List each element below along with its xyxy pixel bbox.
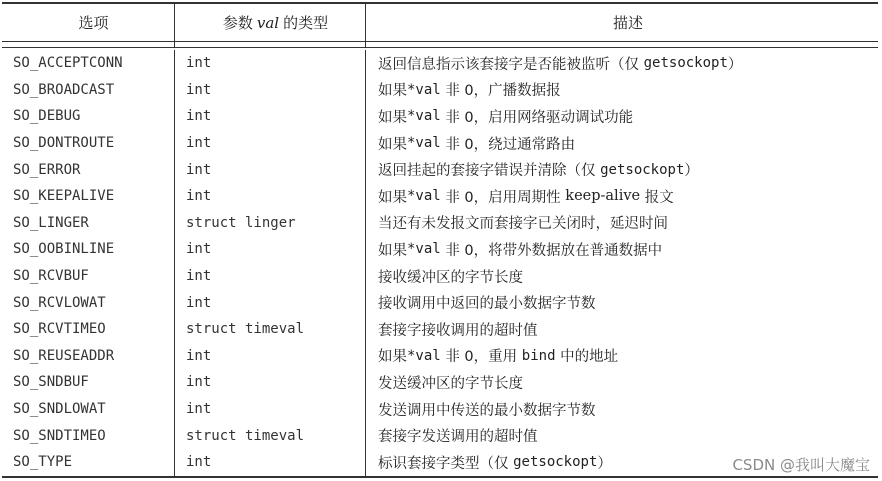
description-segment: 接收调用中返回的最小数据字节数 [378,296,596,313]
description-segment: 中的地址 [555,349,619,366]
option-name: SO_ERROR [2,156,175,183]
description-segment: 非 0，将带外数据放在普通数据中 [440,242,663,259]
option-description [366,236,878,263]
description-segment: 非 0，绕过通常路由 [440,136,576,153]
option-description [366,422,878,449]
description-segment: 发送调用中传送的最小数据字节数 [378,402,596,419]
option-description [366,263,878,290]
table-row [2,422,878,449]
header-option [2,4,175,41]
option-type: int [175,396,366,423]
description-segment: 如果 [378,189,407,206]
option-type: int [175,77,366,104]
description-segment: 如果 [378,83,407,100]
table-row [2,316,878,343]
option-type: int [175,236,366,263]
table-row [2,263,878,290]
option-type: struct timeval [175,316,366,343]
option-description [366,316,878,343]
table-row [2,183,878,210]
header-val-type [175,4,366,41]
option-description [366,210,878,237]
option-name: SO_KEEPALIVE [2,183,175,210]
option-type: int [175,449,366,476]
table-row [2,77,878,104]
option-name: SO_DONTROUTE [2,130,175,157]
header-val-type-italic: val [256,13,280,32]
description-segment: ） [727,56,743,73]
option-description [366,183,878,210]
description-segment: 非 0，重用 [440,349,522,366]
table-row [2,289,878,316]
option-description [366,396,878,423]
table-row [2,396,878,423]
table-row [2,210,878,237]
option-description [366,50,878,77]
option-type: int [175,263,366,290]
option-type: int [175,103,366,130]
option-name: SO_OOBINLINE [2,236,175,263]
header-val-type-prefix: 参数 [222,14,253,32]
option-name: SO_SNDLOWAT [2,396,175,423]
option-name: SO_RCVBUF [2,263,175,290]
description-segment: getsockopt [513,454,598,471]
description-segment: 接收缓冲区的字节长度 [378,269,523,286]
header-description [366,4,878,41]
description-segment: 套接字接收调用的超时值 [378,322,538,339]
description-segment: 返回挂起的套接字错误并清除（仅 [378,163,601,180]
description-segment: keep-alive [565,188,641,205]
option-name: SO_LINGER [2,210,175,237]
description-segment: *val [407,135,441,152]
option-type: struct linger [175,210,366,237]
option-type: int [175,183,366,210]
description-segment: 返回信息指示该套接字是否能被监听（仅 [378,56,644,73]
table-row [2,236,878,263]
option-description [366,77,878,104]
option-description [366,369,878,396]
option-type: int [175,130,366,157]
option-name: SO_RCVTIMEO [2,316,175,343]
table-header-row [2,4,878,42]
option-type: struct timeval [175,422,366,449]
option-description [366,130,878,157]
description-segment: *val [407,188,441,205]
description-segment: 非 0，启用网络驱动调试功能 [440,109,634,126]
description-segment: 如果 [378,136,407,153]
socket-options-table [2,2,878,478]
description-segment: 如果 [378,242,407,259]
option-name: SO_ACCEPTCONN [2,50,175,77]
option-name: SO_SNDBUF [2,369,175,396]
header-val-type-suffix: 的类型 [283,14,329,32]
header-option-label: 选项 [78,14,109,32]
description-segment: 如果 [378,109,407,126]
description-segment: ） [597,455,612,472]
description-segment: 当还有未发报文而套接字已关闭时，延迟时间 [378,216,668,233]
option-type: int [175,50,366,77]
watermark: CSDN @我叫大魔宝 [732,456,870,474]
header-description-label: 描述 [612,14,643,32]
description-segment: *val [407,241,441,258]
option-type: int [175,289,366,316]
table-row [2,343,878,370]
table-row [2,156,878,183]
table-row [2,130,878,157]
option-type: int [175,369,366,396]
option-description [366,156,878,183]
gap-cell-1 [2,42,175,47]
description-segment: *val [407,81,441,98]
option-description [366,103,878,130]
description-segment: ） [684,163,699,180]
description-segment: 非 0，启用周期性 [440,189,566,206]
option-name: SO_TYPE [2,449,175,476]
description-segment: getsockopt [600,161,685,178]
table-body [2,48,878,476]
description-segment: *val [407,347,441,364]
description-segment: getsockopt [643,55,728,72]
description-segment: 报文 [640,189,674,206]
gap-cell-3 [366,42,878,47]
table-row [2,369,878,396]
description-segment: *val [407,108,441,125]
option-name: SO_RCVLOWAT [2,289,175,316]
description-segment: 非 0，广播数据报 [440,83,561,100]
description-segment: 套接字发送调用的超时值 [378,429,538,446]
option-name: SO_SNDTIMEO [2,422,175,449]
option-type: int [175,156,366,183]
option-type: int [175,343,366,370]
option-name: SO_BROADCAST [2,77,175,104]
option-description [366,343,878,370]
table-row [2,50,878,77]
description-segment: bind [521,347,556,364]
option-name: SO_DEBUG [2,103,175,130]
description-segment: 如果 [378,349,407,366]
description-segment: 标识套接字类型（仅 [378,455,514,472]
gap-cell-2 [175,42,366,47]
option-name: SO_REUSEADDR [2,343,175,370]
option-description [366,289,878,316]
table-row [2,103,878,130]
description-segment: 发送缓冲区的字节长度 [378,375,523,392]
